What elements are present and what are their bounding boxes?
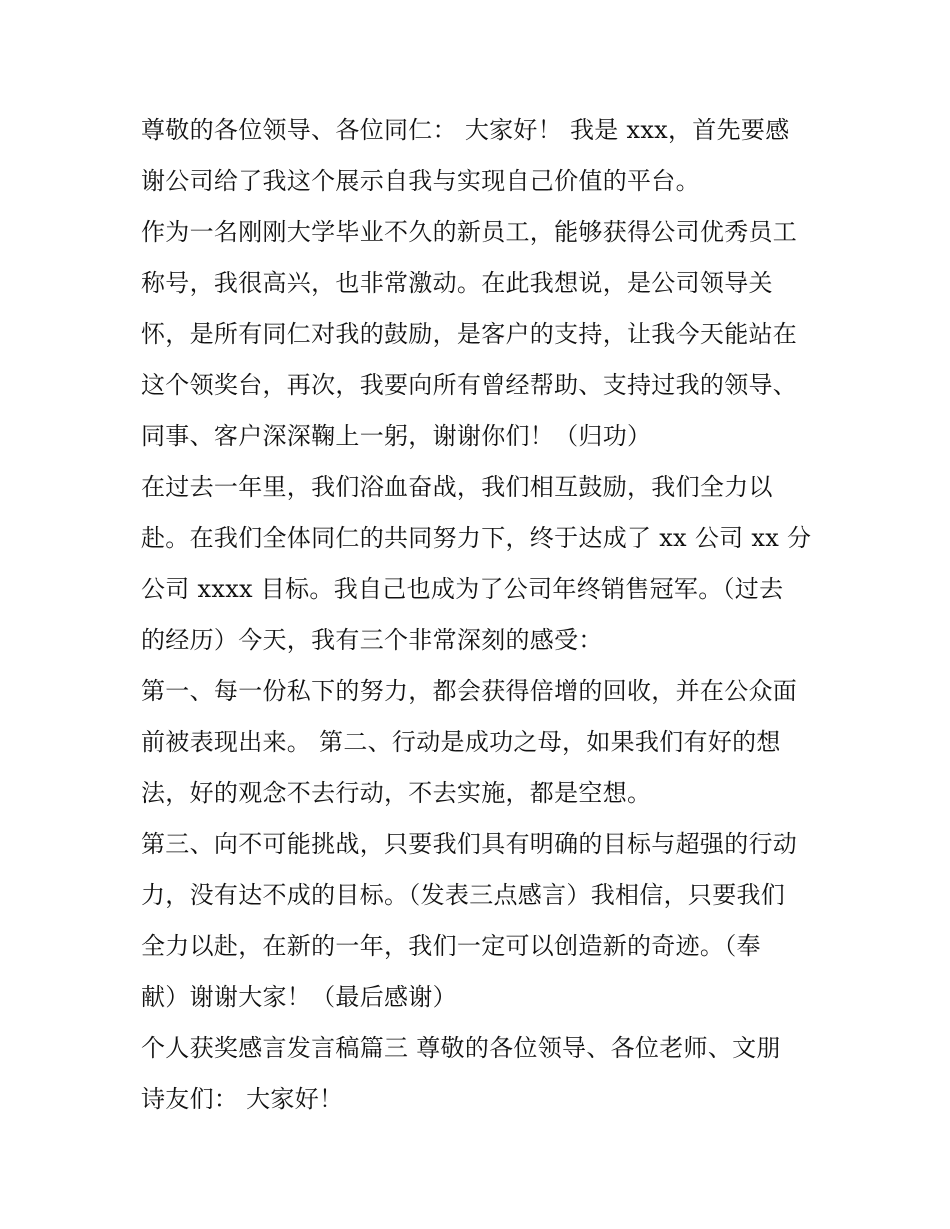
- text-line: 法，好的观念不去行动，不去实施，都是空想。: [141, 779, 652, 807]
- text-line: 力，没有达不成的目标。（发表三点感言）我相信，只要我们: [141, 881, 786, 909]
- document-body: [141, 105, 821, 1125]
- text-line: 作为一名刚刚大学毕业不久的新员工，能够获得公司优秀员工: [141, 218, 798, 246]
- text-line: 个人获奖感言发言稿篇三 尊敬的各位领导、各位老师、文朋: [141, 1034, 781, 1062]
- text-line: 怀，是所有同仁对我的鼓励，是客户的支持，让我今天能站在: [141, 320, 798, 348]
- text-line: 公司 xxxx 目标。我自己也成为了公司年终销售冠军。（过去: [141, 575, 784, 603]
- text-line: 的经历）今天，我有三个非常深刻的感受：: [141, 626, 603, 654]
- text-line: 献）谢谢大家！（最后感谢）: [141, 983, 457, 1011]
- text-line: 同事、客户深深鞠上一躬，谢谢你们！（归功）: [141, 422, 652, 450]
- text-line: 这个领奖台，再次，我要向所有曾经帮助、支持过我的领导、: [141, 371, 798, 399]
- text-line: 在过去一年里，我们浴血奋战，我们相互鼓励，我们全力以: [141, 473, 773, 501]
- text-line: 称号，我很高兴，也非常激动。在此我想说，是公司领导关: [141, 269, 773, 297]
- text-line: 谢公司给了我这个展示自我与实现自己价值的平台。: [141, 167, 700, 195]
- text-line: 全力以赴，在新的一年，我们一定可以创造新的奇迹。（奉: [141, 932, 761, 960]
- text-line: 前被表现出来。 第二、行动是成功之母，如果我们有好的想: [141, 728, 781, 756]
- text-line: 尊敬的各位领导、各位同仁： 大家好！ 我是 xxx，首先要感: [141, 116, 790, 144]
- text-line: 诗友们： 大家好！: [141, 1085, 344, 1113]
- text-line: 第一、每一份私下的努力，都会获得倍增的回收，并在公众面: [141, 677, 798, 705]
- text-line: 赴。在我们全体同仁的共同努力下，终于达成了 xx 公司 xx 分: [141, 524, 812, 552]
- text-line: 第三、向不可能挑战，只要我们具有明确的目标与超强的行动: [141, 830, 798, 858]
